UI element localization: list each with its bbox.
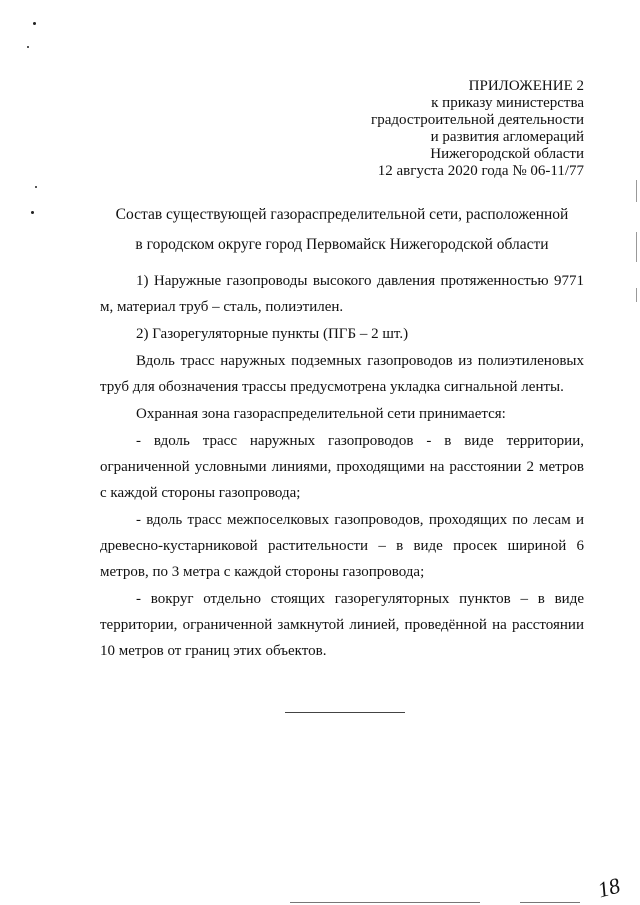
appendix-line: Нижегородской области: [430, 146, 584, 162]
appendix-title: ПРИЛОЖЕНИЕ 2: [468, 78, 584, 94]
scan-speck: [33, 22, 36, 25]
scan-speck: [27, 46, 29, 48]
appendix-date-number: 12 августа 2020 года № 06-11/77: [377, 163, 584, 179]
appendix-line: градостроительной деятельности: [371, 112, 584, 128]
end-separator-line: [285, 712, 405, 713]
title-line: Состав существующей газораспределительной сети, расположенной: [115, 206, 569, 223]
paragraph: 2) Газорегуляторные пункты (ПГБ – 2 шт.): [136, 326, 409, 342]
document-body: [100, 268, 584, 664]
paragraph: 1) Наружные газопроводы высокого давления протяженностью 9771 м, материал труб – сталь, полиэтилен.: [100, 273, 584, 315]
title-line: в городском округе город Первомайск Нижегородской области: [135, 236, 549, 253]
paragraph: - вдоль трасс межпоселковых газопроводов, проходящих по лесам и древесно-кустарниковой растительности – в виде просек шириной 6 метров, по 3 метра с каждой стороны газопровода;: [100, 512, 584, 580]
paragraph: Охранная зона газораспределительной сети принимается:: [136, 406, 506, 422]
paragraph: - вокруг отдельно стоящих газорегуляторных пунктов – в виде территории, ограниченной замкнутой линией, проведённой на расстоянии 10 метров от границ этих объектов.: [100, 591, 584, 659]
appendix-header: [284, 78, 584, 180]
appendix-line: к приказу министерства: [431, 95, 584, 111]
document-title: [100, 200, 584, 260]
scan-edge-mark: [636, 180, 637, 202]
scan-edge-mark: [636, 232, 637, 262]
scan-speck: [35, 186, 37, 188]
handwritten-page-number: 18: [595, 872, 623, 903]
scan-speck: [31, 211, 34, 214]
scan-edge-mark: [636, 288, 637, 302]
paragraph: - вдоль трасс наружных газопроводов - в виде территории, ограниченной условными линиями, проходящими на расстоянии 2 метров с каждой стороны газопровода;: [100, 433, 584, 501]
scan-bottom-edge: [290, 902, 480, 903]
paragraph: Вдоль трасс наружных подземных газопроводов из полиэтиленовых труб для обозначения трассы предусмотрена укладка сигнальной ленты.: [100, 353, 584, 395]
scan-bottom-edge: [520, 902, 580, 903]
appendix-line: и развития агломераций: [430, 129, 584, 145]
